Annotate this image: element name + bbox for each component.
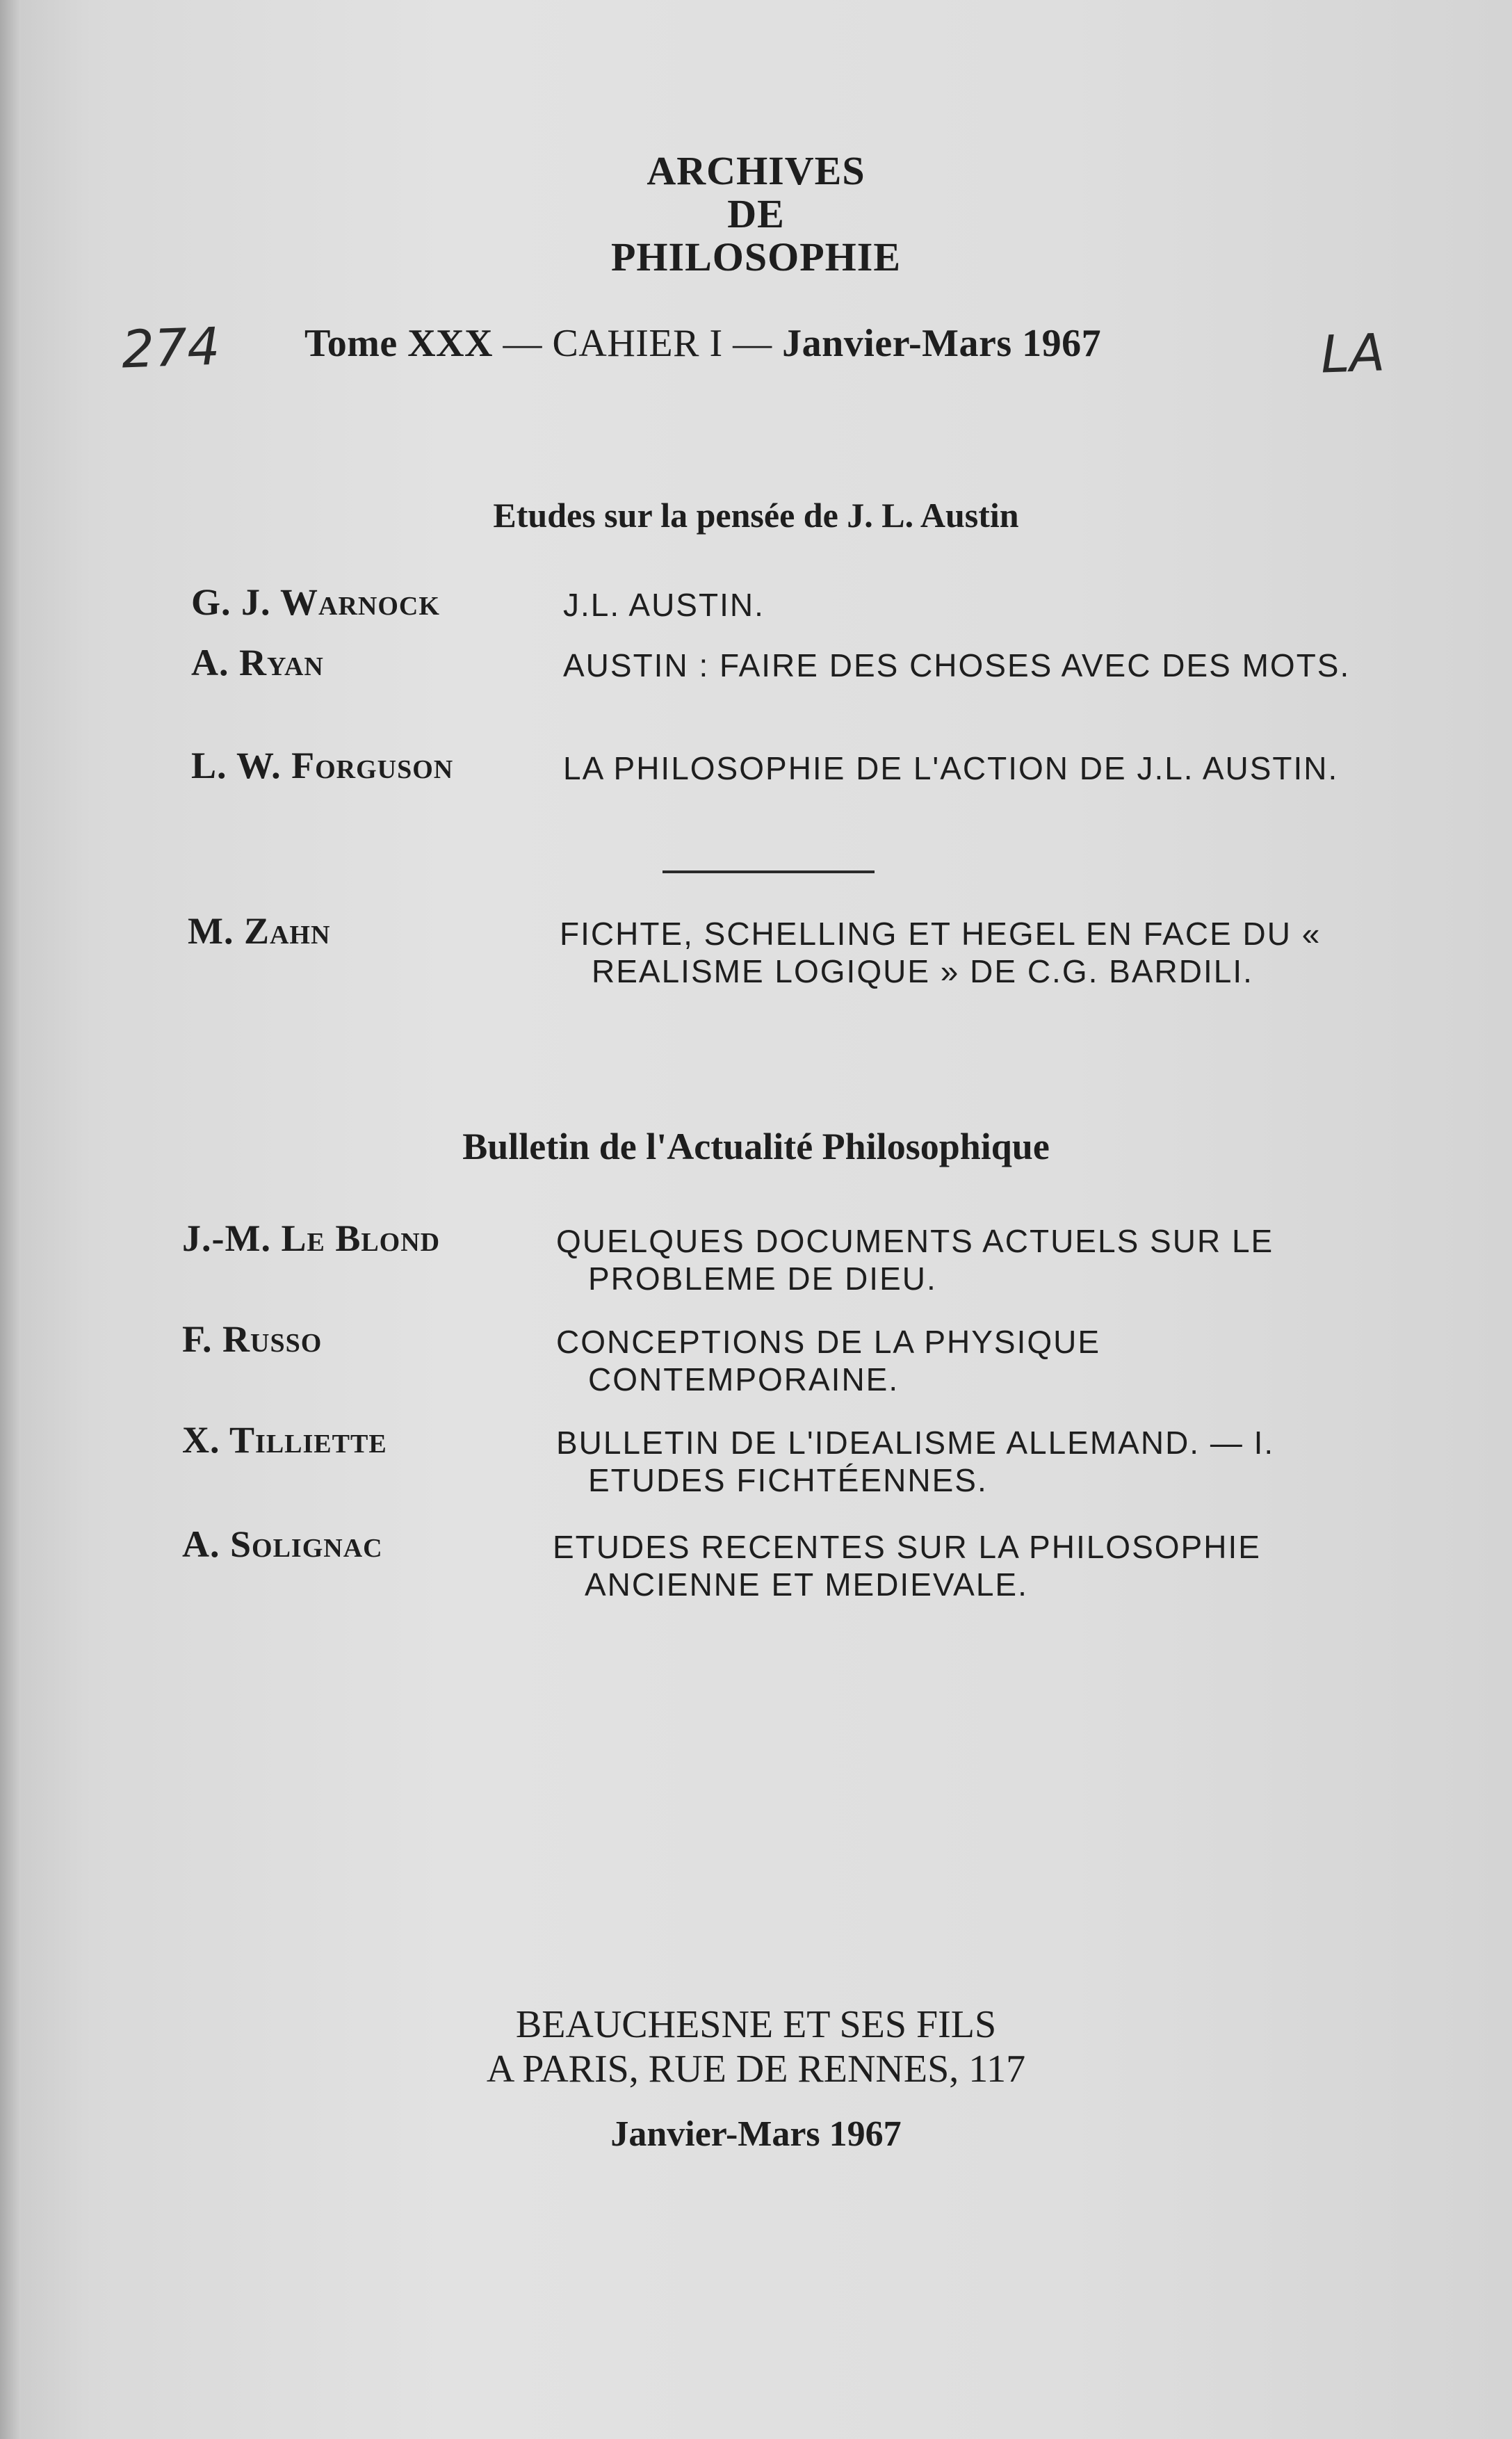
- issue-info: [304, 321, 1101, 366]
- issue-date: Janvier-Mars 1967: [782, 322, 1102, 365]
- section-divider: [662, 870, 875, 873]
- handwritten-initials: LA: [1319, 323, 1386, 385]
- entry-author: J.-M. Le Blond: [182, 1217, 441, 1259]
- entry-title: QUELQUES DOCUMENTS ACTUELS SUR LE PROBLEME DE DIEU.: [556, 1223, 1274, 1297]
- journal-title-line1: ARCHIVES: [647, 148, 865, 193]
- entry-author: X. Tilliette: [182, 1419, 387, 1461]
- tome-label: Tome XXX: [304, 322, 494, 365]
- journal-title-line2: DE: [727, 191, 785, 236]
- publisher-name: BEAUCHESNE ET SES FILS: [515, 2003, 997, 2046]
- section-heading-bulletin: Bulletin de l'Actualité Philosophique: [462, 1126, 1050, 1167]
- entry-title: BULLETIN DE L'IDEALISME ALLEMAND. — I. ETUDES FICHTÉENNES.: [556, 1425, 1275, 1498]
- cahier-label: CAHIER I: [552, 322, 723, 365]
- publisher-address: A PARIS, RUE DE RENNES, 117: [486, 2048, 1026, 2091]
- entry-author: G. J. Warnock: [191, 581, 440, 623]
- entry-title: CONCEPTIONS DE LA PHYSIQUE CONTEMPORAINE.: [556, 1324, 1101, 1397]
- journal-title: [0, 149, 1512, 279]
- entry-author: M. Zahn: [188, 910, 331, 952]
- publisher-block: [0, 2002, 1512, 2091]
- entry-title: FICHTE, SCHELLING ET HEGEL EN FACE DU « REALISME LOGIQUE » DE C.G. BARDILI.: [560, 916, 1322, 989]
- section-heading-austin: Etudes sur la pensée de J. L. Austin: [493, 496, 1019, 535]
- handwritten-number: 274: [120, 316, 221, 380]
- entry-author: A. Ryan: [191, 642, 324, 683]
- entry-author: F. Russo: [182, 1318, 323, 1360]
- publication-date: Janvier-Mars 1967: [610, 2114, 902, 2154]
- entry-title: LA PHILOSOPHIE DE L'ACTION DE J.L. AUSTIN.: [563, 750, 1339, 786]
- entry-author: A. Solignac: [182, 1523, 383, 1565]
- entry-title: J.L. AUSTIN.: [563, 587, 765, 623]
- issue-line: [0, 316, 1512, 385]
- entry-title: AUSTIN : FAIRE DES CHOSES AVEC DES MOTS.: [563, 647, 1351, 683]
- entry-author: L. W. Forguson: [191, 745, 454, 786]
- journal-title-line3: PHILOSOPHIE: [610, 234, 902, 279]
- issue-separator: —: [733, 322, 772, 365]
- entry-title: ETUDES RECENTES SUR LA PHILOSOPHIE ANCIENNE ET MEDIEVALE.: [553, 1529, 1261, 1603]
- issue-separator: —: [503, 322, 543, 365]
